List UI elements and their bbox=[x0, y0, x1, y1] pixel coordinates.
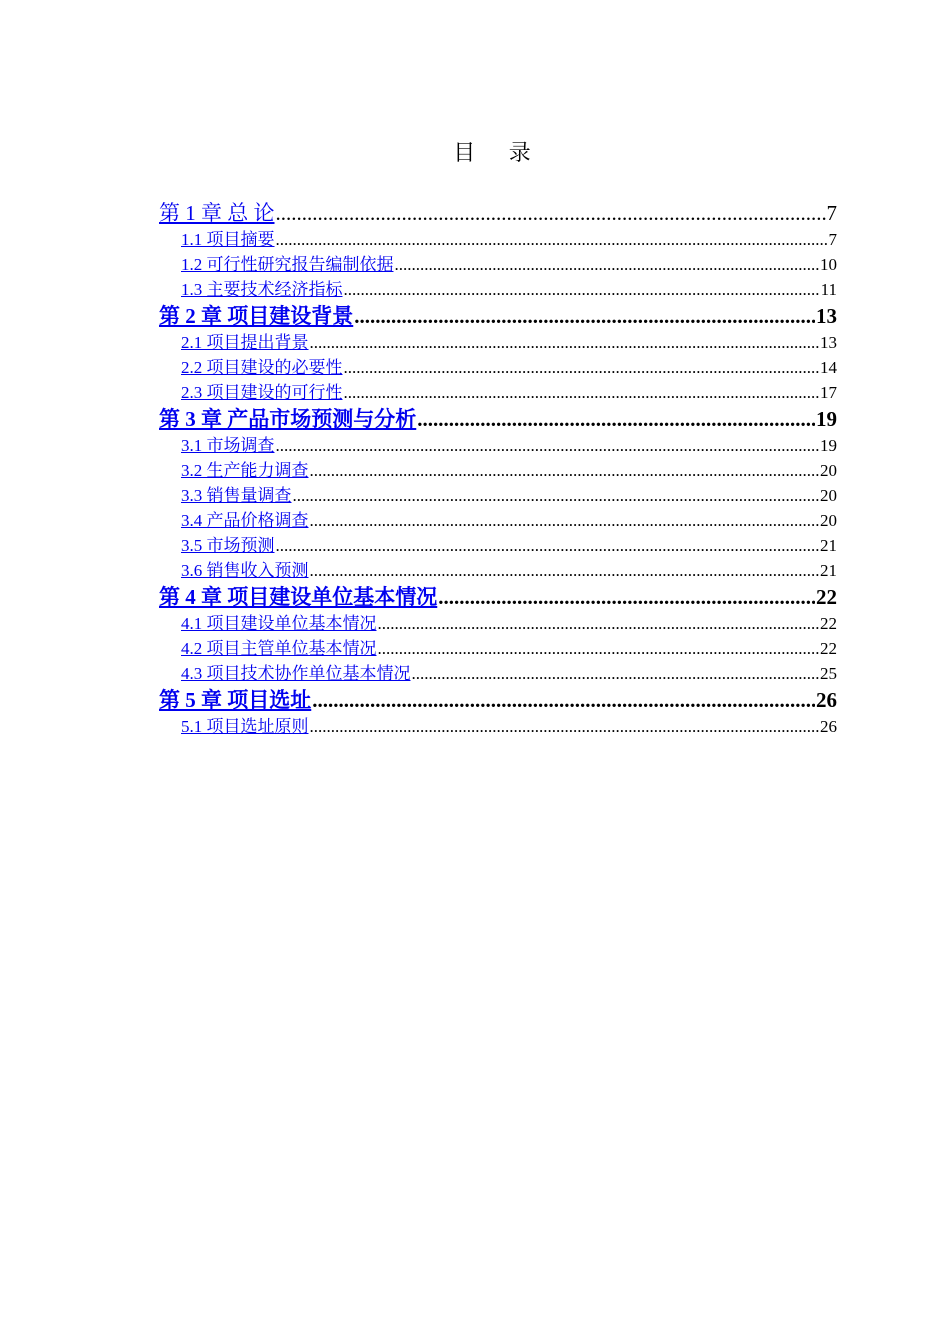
toc-link[interactable]: 3.2 生产能力调查 bbox=[181, 461, 309, 480]
toc-page-number: 11 bbox=[820, 280, 837, 299]
toc-link[interactable]: 3.5 市场预测 bbox=[181, 536, 275, 555]
toc-chapter-4[interactable] bbox=[159, 581, 837, 609]
toc-link[interactable]: 3.3 销售量调查 bbox=[181, 486, 292, 505]
toc-leader bbox=[276, 436, 820, 456]
toc-chapter-5[interactable] bbox=[159, 684, 837, 712]
toc-link[interactable]: 4.3 项目技术协作单位基本情况 bbox=[181, 664, 411, 683]
toc-leader bbox=[378, 639, 820, 659]
toc-link[interactable]: 4.1 项目建设单位基本情况 bbox=[181, 614, 377, 633]
toc-page-number: 13 bbox=[816, 304, 837, 328]
toc-link[interactable]: 第 2 章 项目建设背景 bbox=[159, 304, 354, 328]
toc-page-number: 21 bbox=[820, 536, 837, 555]
toc-leader bbox=[310, 461, 820, 481]
toc-link[interactable]: 2.2 项目建设的必要性 bbox=[181, 358, 343, 377]
toc-section[interactable] bbox=[159, 556, 837, 581]
toc-section[interactable] bbox=[159, 634, 837, 659]
toc-page-number: 19 bbox=[820, 436, 837, 455]
toc-leader bbox=[310, 561, 820, 581]
toc-leader bbox=[310, 717, 820, 737]
toc-leader bbox=[344, 280, 820, 300]
toc-leader bbox=[276, 201, 826, 226]
toc-link[interactable]: 第 1 章 总 论 bbox=[159, 201, 275, 225]
toc-leader bbox=[310, 333, 820, 353]
toc-section[interactable] bbox=[159, 481, 837, 506]
toc-page-number: 7 bbox=[826, 201, 837, 225]
toc-page-number: 22 bbox=[816, 585, 837, 609]
toc-leader bbox=[412, 664, 820, 684]
toc-link[interactable]: 1.1 项目摘要 bbox=[181, 230, 275, 249]
toc-link[interactable]: 第 4 章 项目建设单位基本情况 bbox=[159, 585, 438, 609]
toc-page-number: 22 bbox=[820, 639, 837, 658]
toc-leader bbox=[417, 407, 815, 432]
toc-link[interactable]: 2.3 项目建设的可行性 bbox=[181, 383, 343, 402]
toc-page-number: 21 bbox=[820, 561, 837, 580]
toc-page-number: 13 bbox=[820, 333, 837, 352]
toc-page-number: 20 bbox=[820, 511, 837, 530]
toc-section[interactable] bbox=[159, 456, 837, 481]
toc-page-number: 20 bbox=[820, 486, 837, 505]
toc-page-number: 20 bbox=[820, 461, 837, 480]
toc-leader bbox=[344, 383, 820, 403]
toc-leader bbox=[310, 511, 820, 531]
toc-leader bbox=[312, 688, 815, 713]
toc-page-number: 7 bbox=[828, 230, 837, 249]
toc-leader bbox=[438, 585, 815, 610]
page-title: 目 录 bbox=[453, 140, 545, 165]
toc-page-number: 10 bbox=[820, 255, 837, 274]
toc-link[interactable]: 3.6 销售收入预测 bbox=[181, 561, 309, 580]
toc-section[interactable] bbox=[159, 506, 837, 531]
toc-section[interactable] bbox=[159, 609, 837, 634]
table-of-contents bbox=[159, 197, 837, 737]
toc-link[interactable]: 4.2 项目主管单位基本情况 bbox=[181, 639, 377, 658]
toc-page-number: 26 bbox=[820, 717, 837, 736]
toc-chapter-1[interactable] bbox=[159, 197, 837, 225]
toc-link[interactable]: 3.1 市场调查 bbox=[181, 436, 275, 455]
toc-link[interactable]: 3.4 产品价格调查 bbox=[181, 511, 309, 530]
toc-section[interactable] bbox=[159, 353, 837, 378]
toc-leader bbox=[276, 536, 820, 556]
toc-section[interactable] bbox=[159, 431, 837, 456]
toc-page-number: 17 bbox=[820, 383, 837, 402]
toc-leader bbox=[344, 358, 820, 378]
toc-leader bbox=[354, 304, 815, 329]
toc-section[interactable] bbox=[159, 275, 837, 300]
toc-link[interactable]: 第 5 章 项目选址 bbox=[159, 688, 312, 712]
toc-leader bbox=[293, 486, 820, 506]
toc-link[interactable]: 第 3 章 产品市场预测与分析 bbox=[159, 407, 417, 431]
toc-link[interactable]: 5.1 项目选址原则 bbox=[181, 717, 309, 736]
toc-leader bbox=[378, 614, 820, 634]
toc-page-number: 19 bbox=[816, 407, 837, 431]
toc-section[interactable] bbox=[159, 659, 837, 684]
toc-leader bbox=[276, 230, 828, 250]
toc-section[interactable] bbox=[159, 712, 837, 737]
toc-page-number: 25 bbox=[820, 664, 837, 683]
toc-section[interactable] bbox=[159, 328, 837, 353]
toc-chapter-3[interactable] bbox=[159, 403, 837, 431]
toc-chapter-2[interactable] bbox=[159, 300, 837, 328]
toc-page-number: 14 bbox=[820, 358, 837, 377]
toc-page-number: 26 bbox=[816, 688, 837, 712]
toc-section[interactable] bbox=[159, 225, 837, 250]
toc-link[interactable]: 1.3 主要技术经济指标 bbox=[181, 280, 343, 299]
toc-section[interactable] bbox=[159, 378, 837, 403]
toc-link[interactable]: 1.2 可行性研究报告编制依据 bbox=[181, 255, 394, 274]
toc-section[interactable] bbox=[159, 531, 837, 556]
toc-section[interactable] bbox=[159, 250, 837, 275]
toc-link[interactable]: 2.1 项目提出背景 bbox=[181, 333, 309, 352]
toc-page-number: 22 bbox=[820, 614, 837, 633]
toc-leader bbox=[395, 255, 820, 275]
